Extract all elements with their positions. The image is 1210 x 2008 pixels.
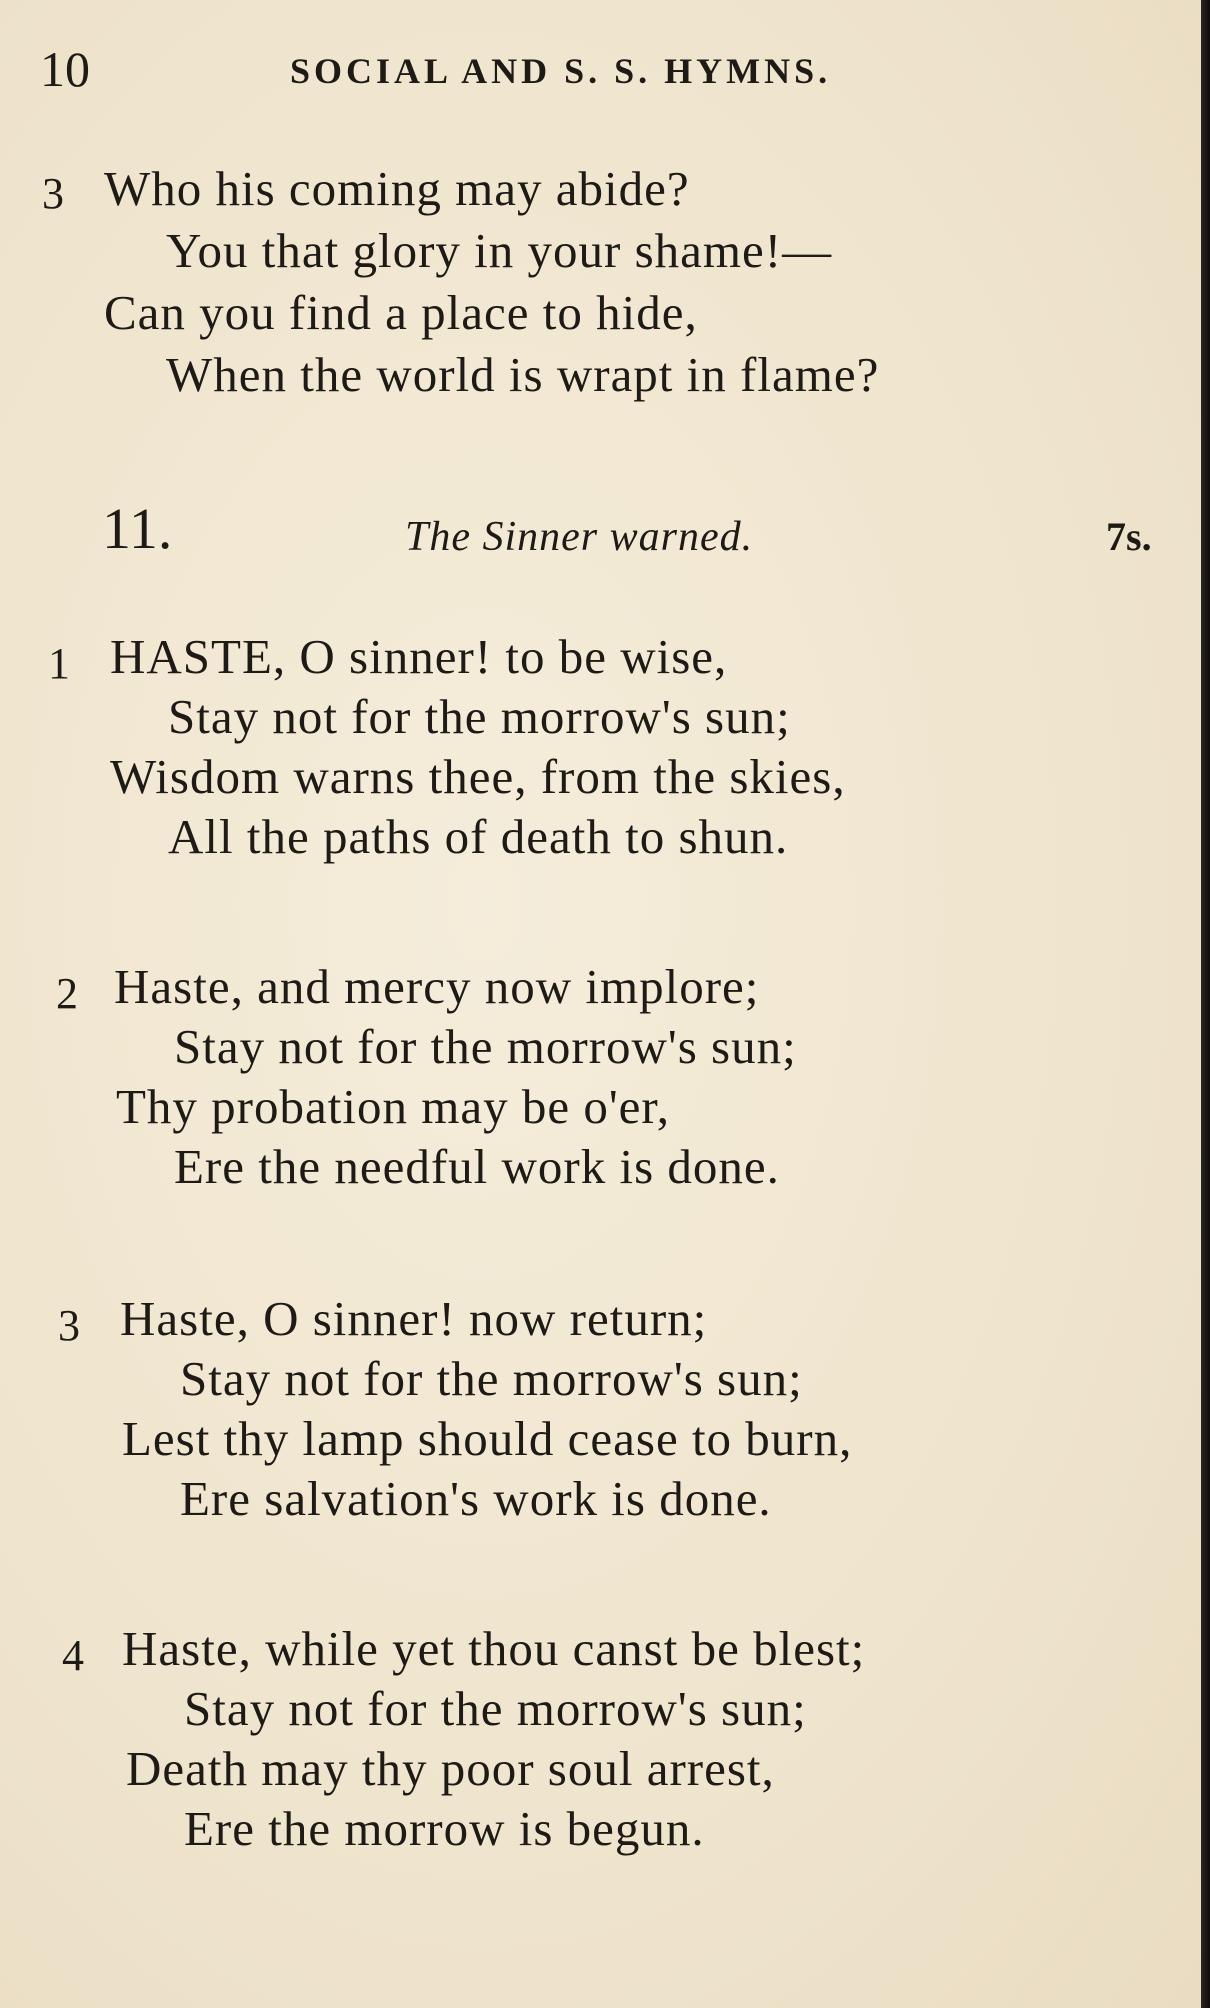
hymn-stanza-3 <box>0 1290 1180 1540</box>
hymn-heading <box>0 495 1180 565</box>
stanza-number: 4 <box>62 1631 84 1680</box>
stanza-number: 2 <box>56 969 78 1018</box>
stanza-line: When the world is wrapt in flame? <box>166 347 880 402</box>
stanza-line: Death may thy poor soul arrest, <box>126 1741 775 1796</box>
stanza-line: Wisdom warns thee, from the skies, <box>110 749 846 804</box>
page-edge <box>1201 0 1210 2008</box>
stanza-line: Ere the morrow is begun. <box>184 1801 705 1856</box>
stanza-number: 3 <box>42 169 64 218</box>
stanza-line: Ere the needful work is done. <box>174 1139 780 1194</box>
stanza-line: Can you find a place to hide, <box>104 285 698 340</box>
stanza-line: Haste, O sinner! now return; <box>120 1291 708 1346</box>
stanza-line: HASTE, O sinner! to be wise, <box>110 629 728 684</box>
running-title: SOCIAL AND S. S. HYMNS. <box>290 51 832 91</box>
page-number: 10 <box>40 41 90 97</box>
stanza-line: Stay not for the morrow's sun; <box>168 689 791 744</box>
stanza-line: Stay not for the morrow's sun; <box>180 1351 803 1406</box>
prev-hymn-stanza <box>0 160 1180 410</box>
hymn-stanza-2 <box>0 958 1180 1208</box>
stanza-line: Who his coming may abide? <box>104 161 690 216</box>
hymn-title: The Sinner warned. <box>405 514 754 560</box>
hymn-stanza-4 <box>0 1620 1180 1870</box>
stanza-line: All the paths of death to shun. <box>168 809 789 864</box>
hymn-number: 11. <box>102 496 173 561</box>
hymn-stanza-1 <box>0 628 1180 878</box>
page-header <box>40 40 1170 100</box>
stanza-line: Haste, while yet thou canst be blest; <box>122 1621 866 1676</box>
stanza-number: 3 <box>58 1301 80 1350</box>
stanza-line: Stay not for the morrow's sun; <box>184 1681 807 1736</box>
stanza-line: Ere salvation's work is done. <box>180 1471 772 1526</box>
stanza-line: Thy probation may be o'er, <box>116 1079 671 1134</box>
hymn-meter: 7s. <box>1106 514 1152 559</box>
stanza-line: Haste, and mercy now implore; <box>114 959 760 1014</box>
stanza-line: You that glory in your shame!— <box>166 223 833 278</box>
stanza-number: 1 <box>48 639 70 688</box>
stanza-line: Lest thy lamp should cease to burn, <box>122 1411 853 1466</box>
stanza-line: Stay not for the morrow's sun; <box>174 1019 797 1074</box>
